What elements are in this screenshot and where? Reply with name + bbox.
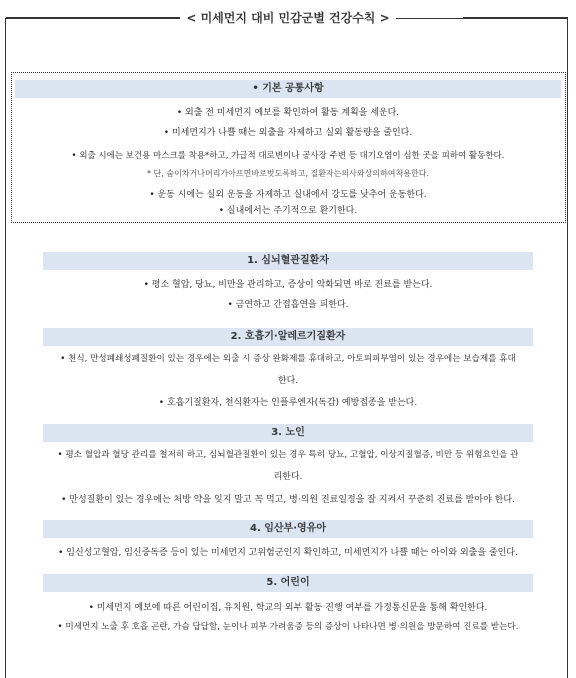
section-line: • 임신성고혈압, 임신중독증 등이 있는 미세먼지 고위험군인지 확인하고, 미세먼지가 나쁠 때는 아이와 외출을 줄인다. <box>58 548 518 558</box>
common-line: • 외출 시에는 보건용 마스크를 착용*하고, 가급적 대로변이나 공사장 주변 등 대기오염이 심한 곳을 피하여 활동한다. <box>71 151 505 161</box>
common-line: • 외출 전 미세먼지 예보를 확인하여 활동 계획을 세운다. <box>176 108 400 118</box>
section-line: • 금연하고 간접흡연을 피한다. <box>227 300 349 310</box>
section-line: • 미세먼지 예보에 따른 어린이집, 유치원, 학교의 외부 활동 진행 여부를 가정통신문을 통해 확인한다. <box>88 603 488 613</box>
common-footnote: * 단, 숨이차거나머리가아프면바로벗도록하고, 질환자는의사와상의하여착용한다. <box>146 169 429 178</box>
section-line: 한다. <box>277 376 299 386</box>
section-line: • 평소 혈압, 당뇨, 비만을 관리하고, 증상이 악화되면 바로 진료를 받는다. <box>143 280 433 290</box>
section-line: • 호흡기질환자, 천식환자는 인플루엔자(독감) 예방접종을 받는다. <box>158 398 418 408</box>
section-line: • 미세먼지 노출 후 호흡 곤란, 가슴 답답함, 눈이나 피부 가려움증 등의 증상이 나타나면 병·의원을 방문하여 진료를 받는다. <box>57 622 519 632</box>
section-heading-cardio: 1. 심뇌혈관질환자 <box>43 252 533 270</box>
page-title: < 미세먼지 대비 민감군별 건강수칙 > <box>180 10 395 30</box>
section-line: • 평소 혈압과 혈당 관리를 철저히 하고, 심뇌혈관질환이 있는 경우 특히 당뇨, 고혈압, 이상지질혈증, 비만 등 위험요인을 관 <box>57 450 519 460</box>
common-heading: • 기본 공통사항 <box>15 80 561 98</box>
section-line: • 만성질환이 있는 경우에는 처방 약을 잊지 말고 꼭 먹고, 병·의원 진료일정을 잘 지켜서 꾸준히 진료를 받아야 한다. <box>61 495 515 505</box>
section-heading-elderly: 3. 노인 <box>43 424 533 442</box>
common-line: • 실내에서는 주기적으로 환기한다. <box>218 206 358 216</box>
section-line: 리한다. <box>273 472 303 482</box>
common-line: • 운동 시에는 실외 운동을 자제하고 실내에서 강도를 낮추어 운동한다. <box>149 190 427 200</box>
section-heading-pregnant-infants: 4. 임산부·영유아 <box>43 520 533 538</box>
common-line: • 미세먼지가 나쁠 때는 외출을 자제하고 실외 활동량을 줄인다. <box>163 128 413 138</box>
title-wrapper <box>0 10 576 30</box>
section-heading-respiratory: 2. 호흡기·알레르기질환자 <box>43 328 533 346</box>
section-heading-children: 5. 어린이 <box>43 574 533 592</box>
section-line: • 천식, 만성폐쇄성폐질환이 있는 경우에는 외출 시 증상 완화제를 휴대하고, 아토피피부염이 있는 경우에는 보습제를 휴대 <box>60 354 516 364</box>
